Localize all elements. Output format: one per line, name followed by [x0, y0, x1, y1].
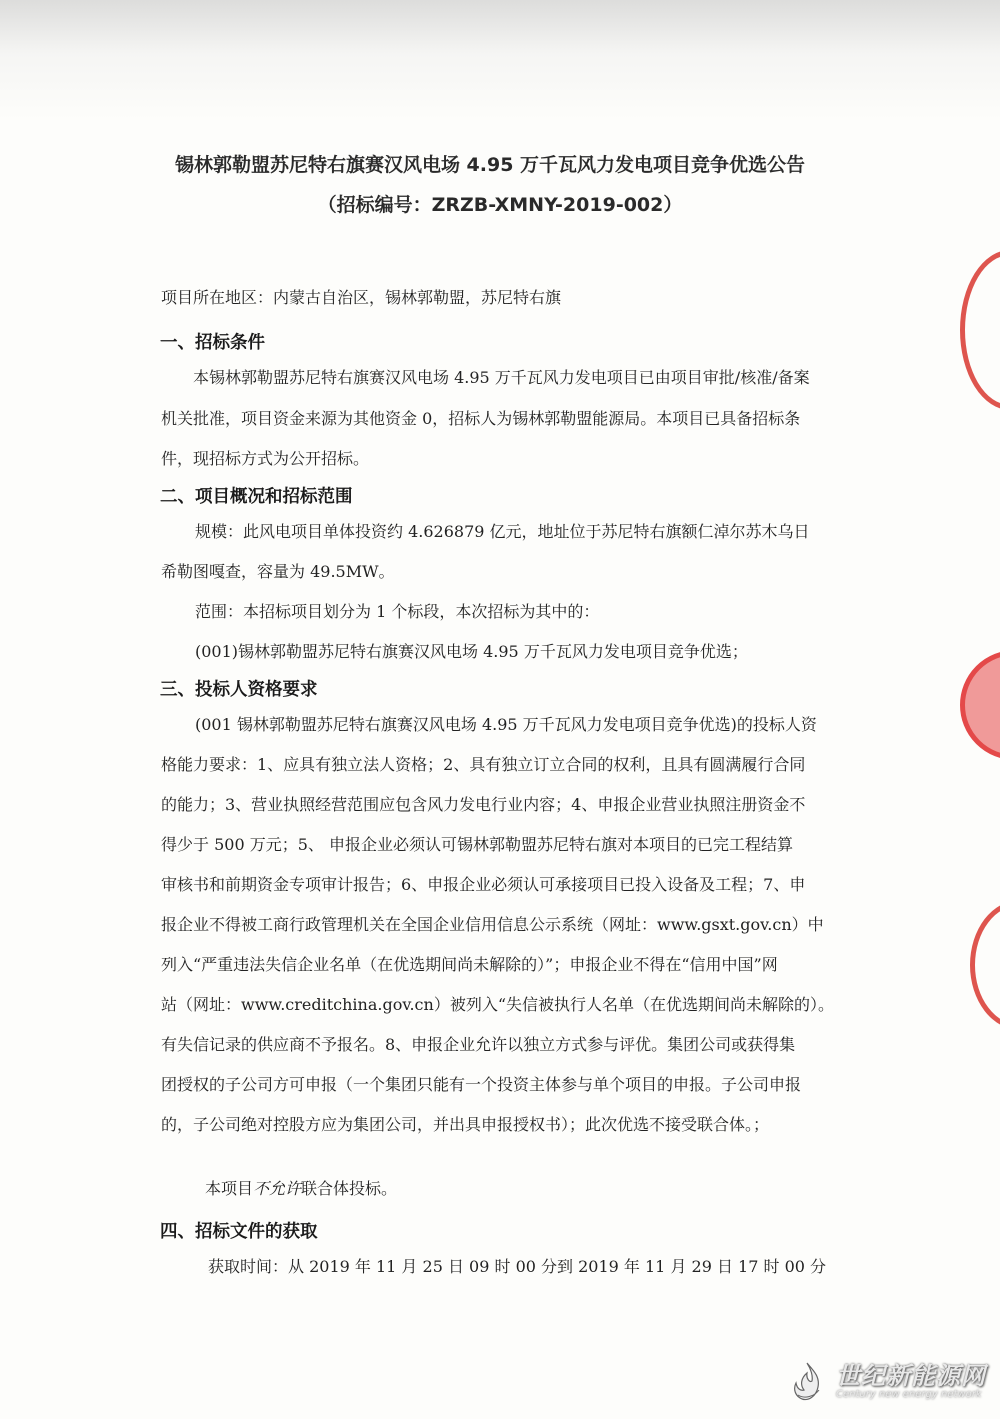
paragraph-line: (001 锡林郭勒盟苏尼特右旗赛汉风电场 4.95 万千瓦风力发电项目竞争优选)的投标人资: [195, 715, 817, 734]
seal-stamp: [960, 250, 1000, 410]
paragraph-line: 范围：本招标项目划分为 1 个标段，本次招标为其中的：: [195, 602, 600, 621]
seal-stamp: [960, 650, 1000, 760]
section-heading: 二、项目概况和招标范围: [160, 487, 353, 507]
watermark-name: 世纪新能源网: [836, 1362, 986, 1390]
paragraph-line: 机关批准，项目资金来源为其他资金 0，招标人为锡林郭勒盟能源局。本项目已具备招标条: [161, 409, 801, 428]
project-location: 项目所在地区：内蒙古自治区，锡林郭勒盟，苏尼特右旗: [161, 288, 562, 307]
paragraph-line: 格能力要求：1、应具有独立法人资格；2、具有独立订立合同的权利，且具有圆满履行合同: [161, 755, 806, 774]
document-title: 锡林郭勒盟苏尼特右旗赛汉风电场 4.95 万千瓦风力发电项目竞争优选公告: [174, 154, 806, 176]
paragraph-line: 件，现招标方式为公开招标。: [161, 449, 370, 468]
site-watermark: [784, 1359, 986, 1405]
tender-number: （招标编号：ZRZB-XMNY-2019-002）: [317, 194, 683, 216]
paragraph-line: 本锡林郭勒盟苏尼特右旗赛汉风电场 4.95 万千瓦风力发电项目已由项目审批/核准/备案: [193, 368, 810, 387]
scan-shadow: [0, 0, 1000, 120]
paragraph-line: 报企业不得被工商行政管理机关在全国企业信用信息公示系统（网址：www.gsxt.gov.cn）中: [161, 915, 824, 934]
paragraph-line: 有失信记录的供应商不予报名。8、申报企业允许以独立方式参与评优。集团公司或获得集: [161, 1035, 796, 1054]
consortium-note: [205, 1180, 397, 1198]
paragraph-line: 得少于 500 万元；5、 申报企业必须认可锡林郭勒盟苏尼特右旗对本项目的已完工程结算: [161, 835, 793, 854]
watermark-english: Century new energy network: [836, 1389, 982, 1400]
consortium-suffix: 联合体投标。: [301, 1179, 398, 1198]
paragraph-line: 规模：此风电项目单体投资约 4.626879 亿元，地址位于苏尼特右旗额仁淖尔苏木乌日: [195, 522, 810, 541]
section-heading: 四、招标文件的获取: [160, 1222, 318, 1242]
paragraph-line: (001)锡林郭勒盟苏尼特右旗赛汉风电场 4.95 万千瓦风力发电项目竞争优选；: [195, 642, 748, 661]
acquisition-time: 获取时间：从 2019 年 11 月 25 日 09 时 00 分到 2019 年 11 月 29 日 17 时 00 分: [208, 1257, 827, 1276]
paragraph-line: 站（网址：www.creditchina.gov.cn）被列入“失信被执行人名单（在优选期间尚未解除的）。: [161, 995, 835, 1014]
section-heading: 三、投标人资格要求: [160, 680, 318, 700]
flame-icon: [784, 1359, 830, 1405]
paragraph-line: 的，子公司绝对控股方应为集团公司，并出具申报授权书）；此次优选不接受联合体。；: [161, 1115, 770, 1134]
paragraph-line: 团授权的子公司方可申报（一个集团只能有一个投资主体参与单个项目的申报。子公司申报: [161, 1075, 802, 1094]
consortium-emphasis: 不允许: [253, 1179, 302, 1198]
consortium-prefix: 本项目: [205, 1179, 254, 1198]
paragraph-line: 的能力；3、营业执照经营范围应包含风力发电行业内容；4、申报企业营业执照注册资金不: [161, 795, 806, 814]
seal-stamp: [970, 900, 1000, 1030]
paragraph-line: 列入“严重违法失信企业名单（在优选期间尚未解除的）”；申报企业不得在“信用中国”网: [161, 955, 778, 974]
paragraph-line: 审核书和前期资金专项审计报告；6、申报企业必须认可承接项目已投入设备及工程；7、申: [161, 875, 806, 894]
paragraph-line: 希勒图嘎查，容量为 49.5MW。: [161, 562, 395, 581]
section-heading: 一、招标条件: [160, 333, 265, 353]
